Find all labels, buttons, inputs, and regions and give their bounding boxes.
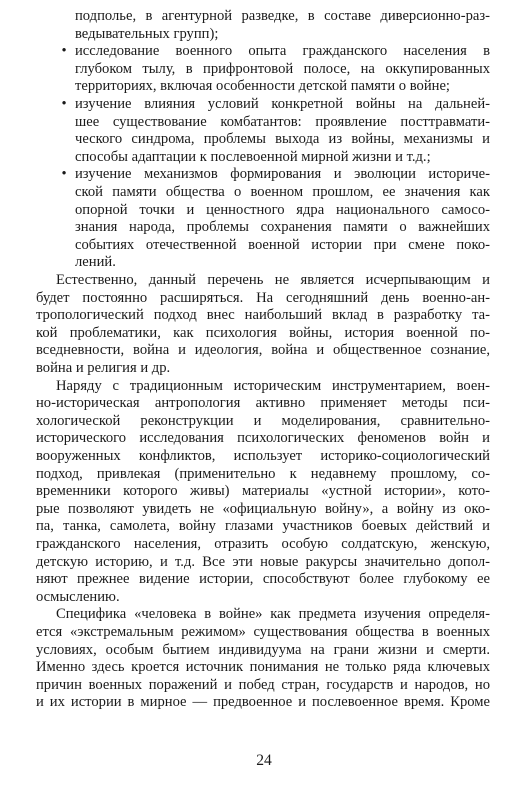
bullet-marker: • (61, 96, 67, 112)
text-line: опорной точки и ценностного ядра национального самосо- (75, 201, 490, 218)
text-line: хологической реконструкции и моделирования, сравнительно- (36, 412, 490, 429)
page-number: 24 (256, 752, 272, 769)
text-line: ческого синдрома, проблемы выхода из войны, механизмы и (75, 131, 490, 148)
text-line: ской памяти общества о военном прошлом, ее значения как (75, 184, 490, 200)
text-line: Наряду с традиционным историческим инструментарием, воен- (56, 377, 490, 394)
text-line: будет постоянно расширяться. На сегодняшний день военно-ан- (36, 289, 490, 306)
text-line: и их истории в мирное — предвоенное и послевоенное время. Кроме (36, 694, 490, 711)
bullet-marker: • (61, 43, 67, 60)
text-line: Специфика «человека в войне» как предмета изучения определя- (56, 606, 490, 623)
text-line: способы адаптации к послевоенной мирной жизни и т.д.; (75, 148, 431, 165)
text-line: причин военных поражений и побед стран, государств и народов, но (36, 676, 490, 693)
text-line: исторического исследования психологических феноменов войн и (36, 430, 490, 447)
text-line: шее существование комбатантов: проявление посттравмати- (75, 113, 490, 130)
text-line: па, танка, самолета, войну глазами участников боевых действий и (36, 518, 490, 535)
text-line: Естественно, данный перечень не является исчерпывающим и (56, 272, 490, 288)
text-line: осмыслению. (36, 588, 120, 605)
text-line: кой проблематики, как психология войны, история военной по- (36, 324, 490, 341)
text-line: подполье, в агентурной разведке, в составе диверсионно-раз- (75, 8, 490, 24)
text-line: война и религия и др. (36, 360, 171, 376)
text-line: детскую историю, и т.д. Все эти новые ракурсы значительно допол- (36, 553, 490, 570)
text-line: исследование военного опыта гражданского населения в (75, 43, 490, 60)
text-line: подход, привлекая (применительно к недавнему прошлому, со- (36, 465, 490, 482)
text-line: временники которого живы) материалы «устной истории», кото- (36, 483, 490, 500)
text-line: событиях отечественной военной истории при смене поко- (75, 236, 490, 253)
text-line: вооруженных конфликтов, использует историко-социологический (36, 448, 490, 464)
text-line: но-историческая антропология активно применяет методы пси- (36, 395, 490, 412)
text-line: знания народа, проблемы сохранения памяти о важнейших (75, 219, 490, 236)
text-line: рые позволяют увидеть не «официальную войну», а войну из око- (36, 500, 490, 517)
text-line: лений. (75, 254, 116, 271)
text-line: изучение влияния условий конкретной войны на дальней- (75, 96, 490, 112)
text-line: ведывательных групп); (75, 25, 219, 42)
text-line: изучение механизмов формирования и эволюции историче- (75, 166, 490, 183)
text-line: гражданского населения, отразить особую солдатскую, женскую, (36, 536, 490, 552)
text-line: няют прежнее видение истории, способствуют более глубокому ее (36, 571, 490, 588)
bullet-marker: • (61, 166, 67, 183)
text-line: условиях, особым бытием индивидуума на грани жизни и смерти. (36, 641, 490, 658)
text-line: вседневности, война и идеология, война и общественное сознание, (36, 342, 490, 359)
text-line: ется «экстремальным режимом» существования общества в военных (36, 624, 490, 640)
text-line: тропологический подход внес наибольший вклад в разработку та- (36, 307, 490, 324)
text-line: территориях, включая особенности детской памяти о войне; (75, 78, 450, 95)
text-line: глубоком тылу, в прифронтовой полосе, на оккупированных (75, 60, 490, 77)
text-line: Именно здесь кроется источник понимания не только ряда ключевых (36, 659, 490, 676)
